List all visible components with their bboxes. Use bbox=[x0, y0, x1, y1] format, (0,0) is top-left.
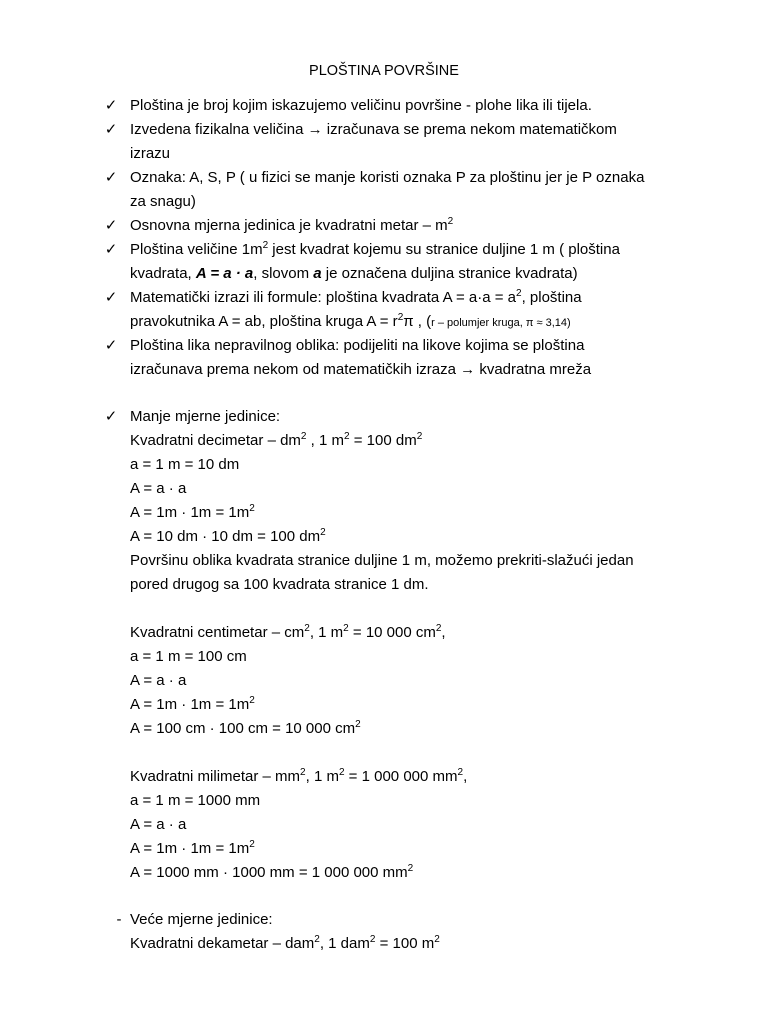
text: A = 1m · 1m = 1m bbox=[130, 696, 250, 713]
text: Kvadratni decimetar – dm bbox=[130, 432, 301, 449]
superscript: 2 bbox=[249, 839, 255, 850]
superscript: 2 bbox=[447, 216, 454, 227]
text: Kvadratni milimetar – mm bbox=[130, 768, 301, 785]
superscript: 2 bbox=[343, 623, 349, 634]
text: A = 1m · 1m = 1m bbox=[130, 840, 250, 857]
text: kvadrata, bbox=[130, 265, 196, 282]
dm-paragraph-1: Površinu oblika kvadrata stranice duljine 1 m, možemo prekriti-slažući jedan bbox=[130, 552, 634, 569]
dm-line-2: A = a · a bbox=[130, 480, 187, 497]
section-heading-smaller-units: Manje mjerne jedinice: bbox=[130, 408, 281, 425]
arrow-right-icon: → bbox=[460, 361, 476, 378]
text: Matematički izrazi ili formule: ploština kvadrata A = a·a = a bbox=[130, 289, 517, 306]
check-icon: ✓ bbox=[104, 289, 118, 306]
dm-line-3 bbox=[130, 503, 255, 523]
check-icon: ✓ bbox=[104, 337, 118, 354]
formula: A = a · a bbox=[195, 265, 254, 282]
text: = 1 000 000 mm bbox=[344, 768, 458, 785]
bullet-item-5-cont bbox=[130, 264, 578, 284]
cm-line-4 bbox=[130, 719, 361, 739]
text: Kvadratni dekametar – dam bbox=[130, 935, 315, 952]
cm-line-1: a = 1 m = 100 cm bbox=[130, 648, 247, 665]
text: , 1 m bbox=[305, 768, 339, 785]
check-icon: ✓ bbox=[104, 217, 118, 234]
page-title: PLOŠTINA POVRŠINE bbox=[309, 63, 459, 79]
dam-heading bbox=[130, 934, 440, 954]
text: A = 1m · 1m = 1m bbox=[130, 504, 250, 521]
text: Izvedena fizikalna veličina bbox=[130, 121, 304, 138]
superscript: 2 bbox=[355, 719, 361, 730]
superscript: 2 bbox=[338, 767, 345, 778]
superscript: 2 bbox=[457, 767, 464, 778]
text: Ploština veličine 1m bbox=[130, 241, 263, 258]
superscript: 2 bbox=[300, 767, 306, 778]
superscript: 2 bbox=[435, 623, 442, 634]
bullet-item-3: Oznaka: A, S, P ( u fizici se manje koristi oznaka P za ploštinu jer je P oznaka bbox=[130, 169, 645, 186]
cm-line-3 bbox=[130, 695, 255, 715]
superscript: 2 bbox=[344, 431, 350, 442]
mm-line-3 bbox=[130, 839, 255, 859]
text: , ploština bbox=[521, 289, 582, 306]
bullet-item-6 bbox=[130, 288, 582, 308]
check-icon: ✓ bbox=[104, 121, 118, 138]
text: A = 10 dm · 10 dm = 100 dm bbox=[130, 528, 321, 545]
superscript: 2 bbox=[249, 695, 255, 706]
text: = 100 m bbox=[375, 935, 435, 952]
check-icon: ✓ bbox=[104, 241, 118, 258]
text: jest kvadrat kojemu su stranice duljine 1 m ( ploština bbox=[268, 241, 620, 258]
superscript: 2 bbox=[407, 863, 414, 874]
superscript: 2 bbox=[249, 503, 255, 514]
section-heading-larger-units: Veće mjerne jedinice: bbox=[130, 911, 273, 928]
dash-bullet: - bbox=[116, 911, 122, 928]
bullet-item-2 bbox=[130, 120, 617, 140]
text: π , ( bbox=[403, 313, 432, 330]
text: Kvadratni centimetar – cm bbox=[130, 624, 305, 641]
text: izračunava se prema nekom matematičkom bbox=[326, 121, 617, 138]
arrow-right-icon: → bbox=[307, 121, 323, 138]
bullet-item-3-cont: za snagu) bbox=[130, 193, 196, 210]
dm-line-1: a = 1 m = 10 dm bbox=[130, 456, 240, 473]
superscript: 2 bbox=[320, 527, 326, 538]
superscript: 2 bbox=[314, 934, 320, 945]
bullet-item-2-cont: izrazu bbox=[130, 145, 171, 162]
text: pravokutnika A = ab, ploština kruga A = r bbox=[130, 313, 398, 330]
text: = 100 dm bbox=[349, 432, 417, 449]
check-icon: ✓ bbox=[104, 408, 118, 425]
cm-line-2: A = a · a bbox=[130, 672, 187, 689]
bullet-item-7: Ploština lika nepravilnog oblika: podijeliti na likove kojima se ploština bbox=[130, 337, 585, 354]
superscript: 2 bbox=[300, 431, 307, 442]
text: , bbox=[441, 624, 446, 641]
dm-heading bbox=[130, 431, 422, 451]
superscript: 2 bbox=[516, 288, 522, 299]
mm-line-1: a = 1 m = 1000 mm bbox=[130, 792, 261, 809]
mm-line-4 bbox=[130, 863, 413, 883]
superscript: 2 bbox=[304, 623, 310, 634]
text: kvadratna mreža bbox=[479, 361, 592, 378]
bullet-item-7-cont bbox=[130, 360, 591, 380]
superscript: 2 bbox=[397, 312, 404, 323]
check-icon: ✓ bbox=[104, 169, 118, 186]
text: , 1 m bbox=[306, 432, 344, 449]
text: = 10 000 cm bbox=[348, 624, 436, 641]
text: , slovom bbox=[253, 265, 314, 282]
text: A = 1000 mm · 1000 mm = 1 000 000 mm bbox=[130, 864, 408, 881]
bullet-item-4 bbox=[130, 216, 453, 236]
variable: a bbox=[313, 265, 322, 282]
check-icon: ✓ bbox=[104, 97, 118, 114]
text: je označena duljina stranice kvadrata) bbox=[321, 265, 578, 282]
superscript: 2 bbox=[262, 240, 269, 251]
superscript: 2 bbox=[369, 934, 376, 945]
bullet-item-6-cont bbox=[130, 312, 571, 333]
text: izračunava prema nekom od matematičkih izraza bbox=[130, 361, 456, 378]
mm-heading bbox=[130, 767, 467, 787]
bullet-item-1: Ploština je broj kojim iskazujemo veličinu površine - plohe lika ili tijela. bbox=[130, 97, 592, 114]
bullet-item-5 bbox=[130, 240, 620, 260]
text: , bbox=[463, 768, 468, 785]
text: , 1 m bbox=[309, 624, 344, 641]
cm-heading bbox=[130, 623, 446, 643]
superscript: 2 bbox=[416, 431, 423, 442]
text: Osnovna mjerna jedinica je kvadratni metar – m bbox=[130, 217, 448, 234]
dm-paragraph-2: pored drugog sa 100 kvadrata stranice 1 dm. bbox=[130, 576, 429, 593]
superscript: 2 bbox=[434, 934, 440, 945]
dm-line-4 bbox=[130, 527, 326, 547]
text: A = 100 cm · 100 cm = 10 000 cm bbox=[130, 720, 356, 737]
mm-line-2: A = a · a bbox=[130, 816, 187, 833]
footnote-text: r – polumjer kruga, π ≈ 3,14) bbox=[431, 317, 571, 329]
text: , 1 dam bbox=[319, 935, 370, 952]
